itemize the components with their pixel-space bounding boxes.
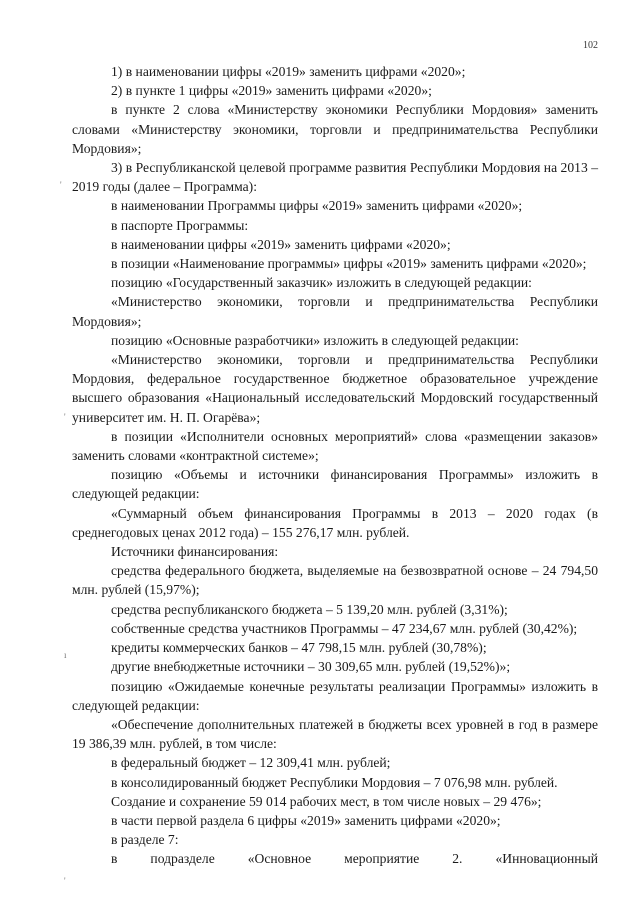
document-body [72,62,598,869]
margin-mark: ' [64,412,66,422]
paragraph: позицию «Объемы и источники финансирования Программы» изложить в следующей редакции: [72,467,598,502]
paragraph: позицию «Основные разработчики» изложить в следующей редакции: [111,332,519,348]
paragraph: позицию «Государственный заказчик» изложить в следующей редакции: [111,275,532,291]
paragraph: в пункте 2 слова «Министерству экономики Республики Мордовия» заменить словами «Министерству экономики, торговли и предпринимательства Республики Мордовия»; [72,102,598,156]
margin-mark: ' [60,180,62,190]
paragraph: в паспорте Программы: [111,217,249,233]
paragraph: собственные средства участников Программы – 47 234,67 млн. рублей (30,42%); [111,620,578,636]
paragraph: в подразделе «Основное мероприятие 2. «Инновационный [111,851,598,867]
paragraph: Создание и сохранение 59 014 рабочих мест, в том числе новых – 29 476»; [111,793,542,809]
paragraph: средства федерального бюджета, выделяемые на безвозвратной основе – 24 794,50 млн. рублей (15,97%); [72,563,598,598]
paragraph: в наименовании Программы цифры «2019» заменить цифрами «2020»; [111,198,523,214]
margin-mark: ' [64,876,66,886]
paragraph: «Министерство экономики, торговли и предпринимательства Республики Мордовия, федеральное государственное бюджетное образовательное учреждение высшего образования «Национальный исследовательский Мордовский государственный университет им. Н. П. Огарёва»; [72,352,598,425]
paragraph: «Министерство экономики, торговли и предпринимательства Республики Мордовия»; [72,294,598,329]
paragraph: Источники финансирования: [111,544,279,560]
paragraph: позицию «Ожидаемые конечные результаты реализации Программы» изложить в следующей редакции: [72,678,598,713]
page-number: 102 [583,40,598,51]
paragraph: в консолидированный бюджет Республики Мордовия – 7 076,98 млн. рублей. [111,774,558,790]
paragraph: «Суммарный объем финансирования Программы в 2013 – 2020 годах (в среднегодовых ценах 2012 года) – 155 276,17 млн. рублей. [72,505,598,540]
paragraph: 1) в наименовании цифры «2019» заменить цифрами «2020»; [111,64,466,79]
paragraph: кредиты коммерческих банков – 47 798,15 млн. рублей (30,78%); [111,640,487,656]
paragraph: в позиции «Наименование программы» цифры «2019» заменить цифрами «2020»; [111,256,587,272]
paragraph: в позиции «Исполнители основных мероприятий» слова «размещении заказов» заменить словами «контрактной системе»; [72,428,598,464]
paragraph: другие внебюджетные источники – 30 309,65 млн. рублей (19,52%)»; [111,659,511,675]
paragraph: в наименовании цифры «2019» заменить цифрами «2020»; [111,236,451,252]
paragraph: в разделе 7: [111,832,179,848]
paragraph: «Обеспечение дополнительных платежей в бюджеты всех уровней в год в размере 19 386,39 млн. рублей, в том числе: [72,716,598,752]
paragraph: в федеральный бюджет – 12 309,41 млн. рублей; [111,755,391,771]
paragraph: 3) в Республиканской целевой программе развития Республики Мордовия на 2013 – 2019 годы (далее – Программа): [72,160,598,195]
paragraph: средства республиканского бюджета – 5 139,20 млн. рублей (3,31%); [111,601,508,617]
paragraph: в части первой раздела 6 цифры «2019» заменить цифрами «2020»; [111,812,501,828]
margin-mark: ı [64,650,67,660]
paragraph: 2) в пункте 1 цифры «2019» заменить цифрами «2020»; [111,83,432,99]
